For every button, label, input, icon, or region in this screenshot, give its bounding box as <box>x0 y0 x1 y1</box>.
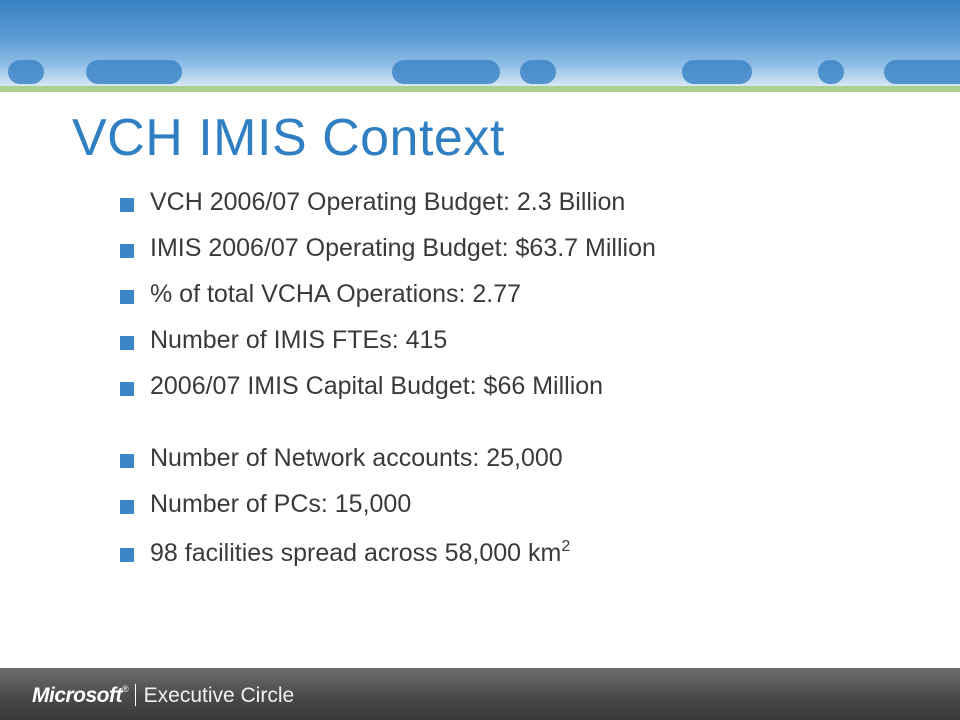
decorative-pill <box>392 60 500 84</box>
bullet-text: Number of PCs: 15,000 <box>150 490 412 518</box>
decorative-pill <box>884 60 960 84</box>
square-bullet-icon <box>120 454 134 468</box>
bullet-text: % of total VCHA Operations: 2.77 <box>150 280 522 308</box>
square-bullet-icon <box>120 336 134 350</box>
bullet-text: Number of Network accounts: 25,000 <box>150 444 563 472</box>
decorative-pill <box>86 60 182 84</box>
program-name: Executive Circle <box>143 684 295 707</box>
bullet-text: Number of IMIS FTEs: 415 <box>150 326 448 354</box>
superscript-exponent: 2 <box>561 538 571 555</box>
square-bullet-icon <box>120 290 134 304</box>
decorative-pill <box>818 60 844 84</box>
square-bullet-icon <box>120 198 134 212</box>
bullet-main-text: 98 facilities spread across 58,000 km <box>150 539 562 567</box>
square-bullet-icon <box>120 548 134 562</box>
slide-title: VCH IMIS Context <box>72 109 505 167</box>
square-bullet-icon <box>120 244 134 258</box>
logo-divider <box>135 684 136 706</box>
bullet-text: 2006/07 IMIS Capital Budget: $66 Million <box>150 372 604 400</box>
square-bullet-icon <box>120 500 134 514</box>
registered-mark: ® <box>122 684 129 694</box>
microsoft-wordmark: Microsoft <box>32 684 122 707</box>
decorative-pill <box>8 60 44 84</box>
square-bullet-icon <box>120 382 134 396</box>
decorative-pill <box>520 60 556 84</box>
header-band <box>0 0 960 86</box>
footer-logo <box>32 684 294 714</box>
accent-rule <box>0 86 960 92</box>
bullet-text: IMIS 2006/07 Operating Budget: $63.7 Million <box>150 234 656 262</box>
decorative-pill <box>682 60 752 84</box>
bullet-text <box>150 538 570 568</box>
bullet-text: VCH 2006/07 Operating Budget: 2.3 Billion <box>150 188 626 216</box>
